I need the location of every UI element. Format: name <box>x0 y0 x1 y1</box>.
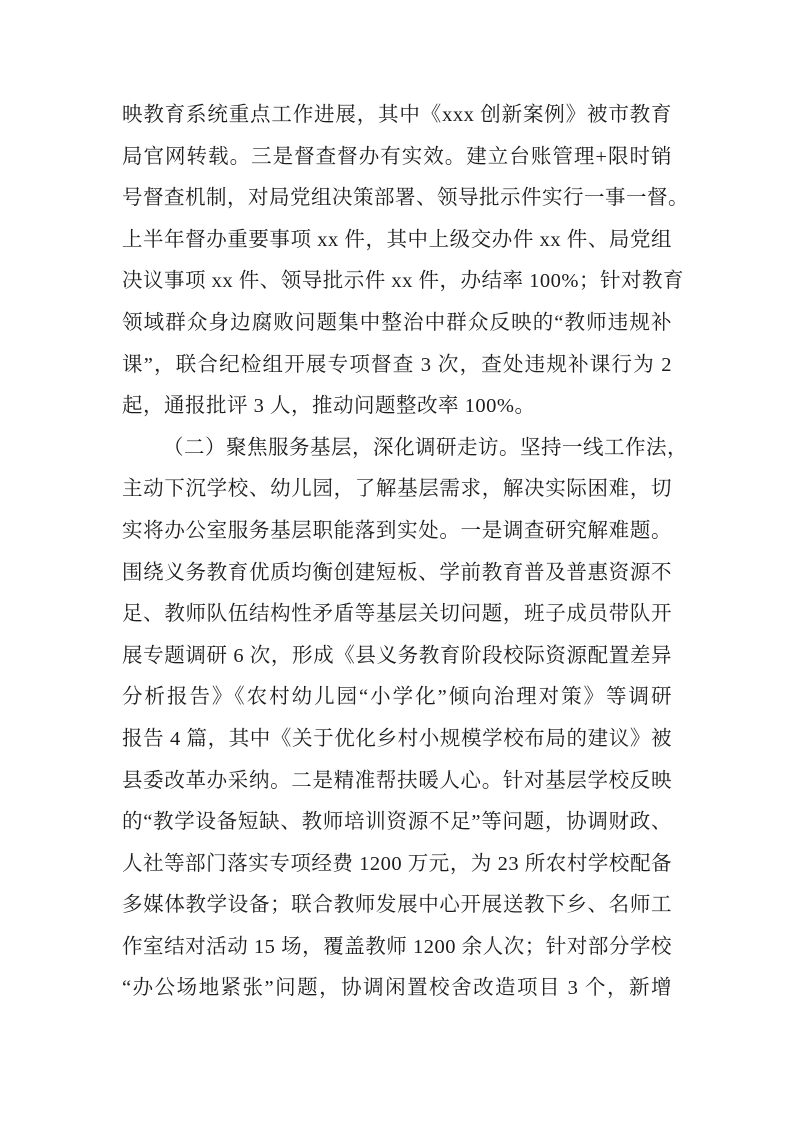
text-line: 映教育系统重点工作进展，其中《xxx 创新案例》被市教育 <box>122 104 672 126</box>
text-line: 上半年督办重要事项 xx 件，其中上级交办件 xx 件、局党组 <box>122 228 672 251</box>
text-line: 决议事项 xx 件、领导批示件 xx 件，办结率 100%；针对教育 <box>122 270 684 293</box>
text-line: 足、教师队伍结构性矛盾等基层关切问题，班子成员带队开 <box>122 603 672 626</box>
text-line: 领域群众身边腐败问题集中整治中群众反映的“教师违规补 <box>122 311 672 334</box>
text-line: 课”，联合纪检组开展专项督查 3 次，查处违规补课行为 2 <box>122 353 672 376</box>
text-line: 实将办公室服务基层职能落到实处。一是调查研究解难题。 <box>122 519 672 542</box>
text-line: 报告 4 篇，其中《关于优化乡村小规模学校布局的建议》被 <box>122 727 672 750</box>
text-line: 县委改革办采纳。二是精准帮扶暖人心。针对基层学校反映 <box>122 769 672 792</box>
text-line: 局官网转载。三是督查督办有实效。建立台账管理+限时销 <box>122 145 672 168</box>
document-text-block <box>122 95 689 1010</box>
text-line: 人社等部门落实专项经费 1200 万元，为 23 所农村学校配备 <box>122 852 672 875</box>
text-line: 展专题调研 6 次，形成《县义务教育阶段校际资源配置差异 <box>122 644 672 667</box>
text-line: 围绕义务教育优质均衡创建短板、学前教育普及普惠资源不 <box>122 561 672 584</box>
text-line: 主动下沉学校、幼儿园，了解基层需求，解决实际困难，切 <box>122 478 672 501</box>
text-line: 多媒体教学设备；联合教师发展中心开展送教下乡、名师工 <box>122 894 672 917</box>
text-line: 分析报告》《农村幼儿园“小学化”倾向治理对策》等调研 <box>122 686 672 709</box>
text-line-section-heading: （二）聚焦服务基层，深化调研走访。坚持一线工作法， <box>163 436 688 459</box>
text-line: 作室结对活动 15 场，覆盖教师 1200 余人次；针对部分学校 <box>122 935 672 958</box>
text-line: 号督查机制，对局党组决策部署、领导批示件实行一事一督。 <box>122 187 689 210</box>
text-line: “办公场地紧张”问题，协调闲置校舍改造项目 3 个，新增 <box>122 977 672 1000</box>
text-line: 的“教学设备短缺、教师培训资源不足”等问题，协调财政、 <box>122 811 672 834</box>
text-line-paragraph-end: 起，通报批评 3 人，推动问题整改率 100%。 <box>122 395 536 418</box>
